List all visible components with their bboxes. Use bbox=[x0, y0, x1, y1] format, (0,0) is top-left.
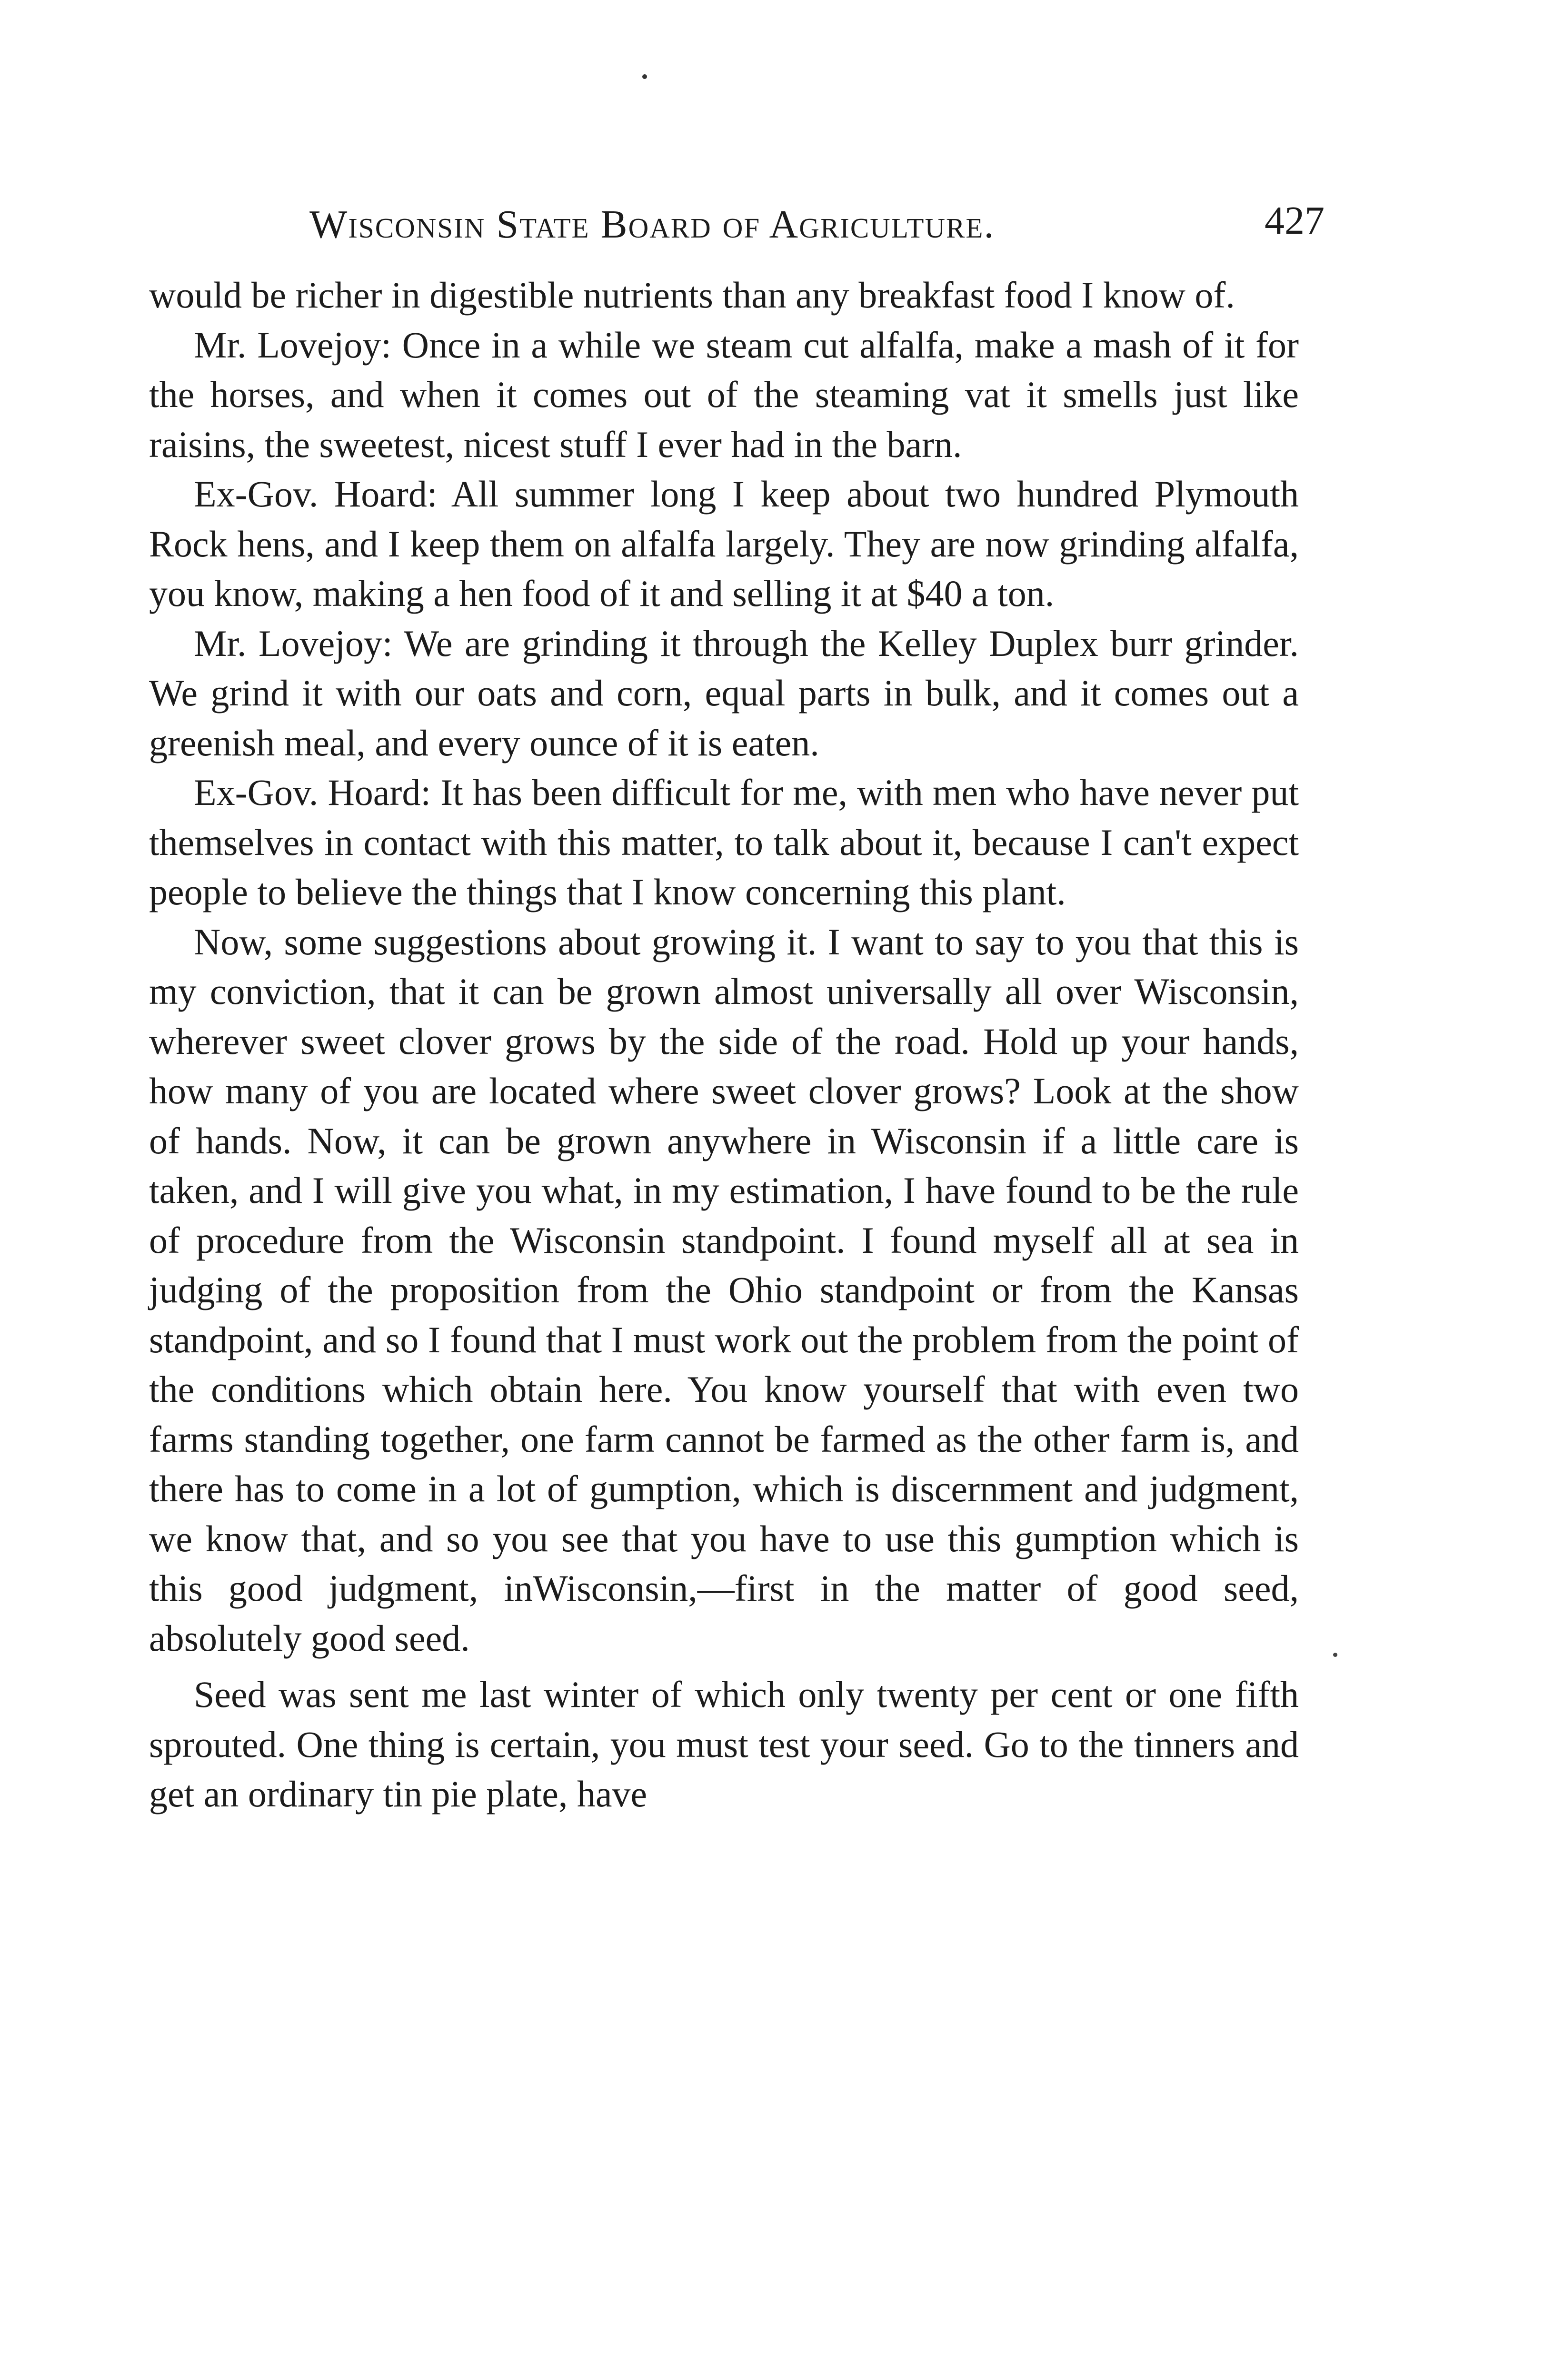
paragraph-hoard-difficult: Ex-Gov. Hoard: It has been difficult for me, with men who have never put themselves in contact with this matter, to talk about it, because I can't expect people to believe the things that I know concerning this plant. bbox=[149, 772, 1299, 912]
page-number: 427 bbox=[1265, 198, 1325, 243]
paragraph-seed-test: Seed was sent me last winter of which only twenty per cent or one fifth sprouted. One thing is certain, you must test your seed. Go to the tinners and get an ordinary tin pie plate, have bbox=[149, 1674, 1299, 1815]
body-text bbox=[149, 270, 1299, 1819]
running-head bbox=[309, 193, 1325, 250]
ink-dot-margin bbox=[1333, 1653, 1337, 1657]
running-title: Wisconsin State Board of Agriculture. bbox=[309, 202, 995, 247]
paragraph-continuation: would be richer in digestible nutrients than any breakfast food I know of. bbox=[149, 274, 1235, 316]
paragraph-lovejoy-grinder: Mr. Lovejoy: We are grinding it through the Kelley Duplex burr grinder. We grind it with our oats and corn, equal parts in bulk, and it comes out a greenish meal, and every ounce of it is eaten. bbox=[149, 622, 1299, 764]
paragraph-growing-suggestions: Now, some suggestions about growing it. I want to say to you that this is my conviction, that it can be grown almost universally all over Wisconsin, wherever sweet clover grows by the side of the road. Hold up your hands, how many of you are located where sweet clover grows? Look at the show of hands. Now, it can be grown anywhere in Wisconsin if a little care is taken, and I will give you what, in my estimation, I have found to be the rule of procedure from the Wisconsin standpoint. I found myself all at sea in judging of the proposition from the Ohio standpoint or from the Kansas standpoint, and so I found that I must work out the problem from the point of the conditions which obtain here. You know yourself that with even two farms standing together, one farm cannot be farmed as the other farm is, and there has to come in a lot of gumption, which is discernment and judgment, we know that, and so you see that you have to use this gumption which is this good judgment, inWisconsin,—first in the matter of good seed, absolutely good seed. bbox=[149, 921, 1299, 1659]
paragraph-lovejoy-steam: Mr. Lovejoy: Once in a while we steam cut alfalfa, make a mash of it for the horses, and when it comes out of the steaming vat it smells just like raisins, the sweetest, nicest stuff I ever had in the barn. bbox=[149, 324, 1299, 465]
paragraph-hoard-hens: Ex-Gov. Hoard: All summer long I keep about two hundred Plymouth Rock hens, and I keep them on alfalfa largely. They are now grinding alfalfa, you know, making a hen food of it and selling it at $40 a ton. bbox=[149, 473, 1299, 614]
ink-dot bbox=[642, 74, 647, 79]
